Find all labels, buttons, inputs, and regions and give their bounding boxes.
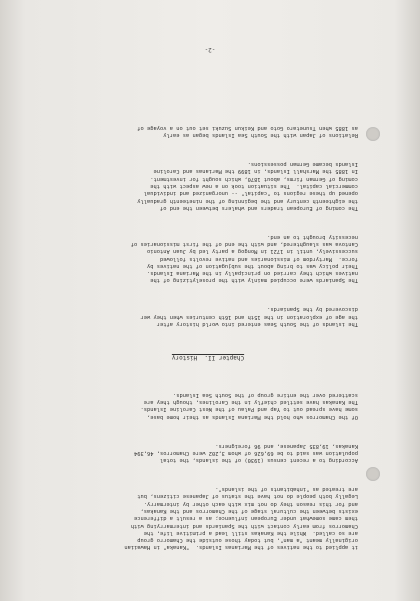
body-paragraph: The coming of European traders and whalers between the end of the eighteenth century and the beginning of the nineteenth gradually opened up these regions to "capital" -- unorganized and individual commercial capital. The situation took on a new aspect with the coming of German firms, about 1870, which sought for investment. In 1885 the Marshall Islands, in 1899 the Marianas and Caroline Islands became German possessions. bbox=[137, 161, 358, 211]
body-paragraph: Relations of Japan with the South Sea Islands began as early as 1885 when Tsunetaro Goto and Keikun Suzuki set out on a voyage of bbox=[137, 124, 358, 139]
body-paragraph: The islands of the South Seas entered into world history after the age of exploration in the 15th and 16th centuries when they wer discovered by the Spaniards. bbox=[140, 306, 358, 327]
body-paragraph: The Spaniards were occupied mainly with the proselytizing of the natives which they carried on principally in the Mariana Islands. Their policy was to bring about the subjugation of the natives by force. Martyrdom of missionaries and native revolts followed successively, until in 1721 in Mongog a party led by Juan Antonio Cantova was slaughtered, and with the end of the first missionaries of necessity brought to an end. bbox=[130, 233, 358, 284]
punch-hole bbox=[366, 467, 380, 481]
chapter-heading: Chapter II. History bbox=[171, 353, 245, 361]
body-paragraph: Of the Chamorros who hold the Mariana Islands as their home base, some have spread out to Yap and Palau of the West Caroline Islands. The Kanakas have settled chiefly in the Carolines, though they are scattered over the entire group of the South Sea Islands. bbox=[140, 391, 358, 420]
page-number: -2- bbox=[204, 46, 216, 53]
body-paragraph: According to a recent census (1930) of the islands, the total population was said to be 69,626 of whom 3,202 were Chamorros, 46,394 Kanakas, 19,835 Japanese, and 96 foreigners. bbox=[134, 442, 358, 464]
punch-hole bbox=[366, 127, 380, 141]
body-paragraph: it applied to the natives of the Marianas Islands. "Kanaka" in Hawaiian originally meant "a man", but today those outside the Chamorro group are so called. While the Kanakas still lead a primitive life, the Chamorros from early contact with the Spaniards and intermarrying with them came somewhat under European influence; as a result a difference exists between the cultural stage of the Chamorros and the Kanakas, and for this reason they do not mix with each other by intermarry. Legally both people do not have the status of Japanese citizens, but are treated as "inhabitants of the islands". bbox=[124, 486, 358, 551]
page-body bbox=[58, 102, 358, 565]
